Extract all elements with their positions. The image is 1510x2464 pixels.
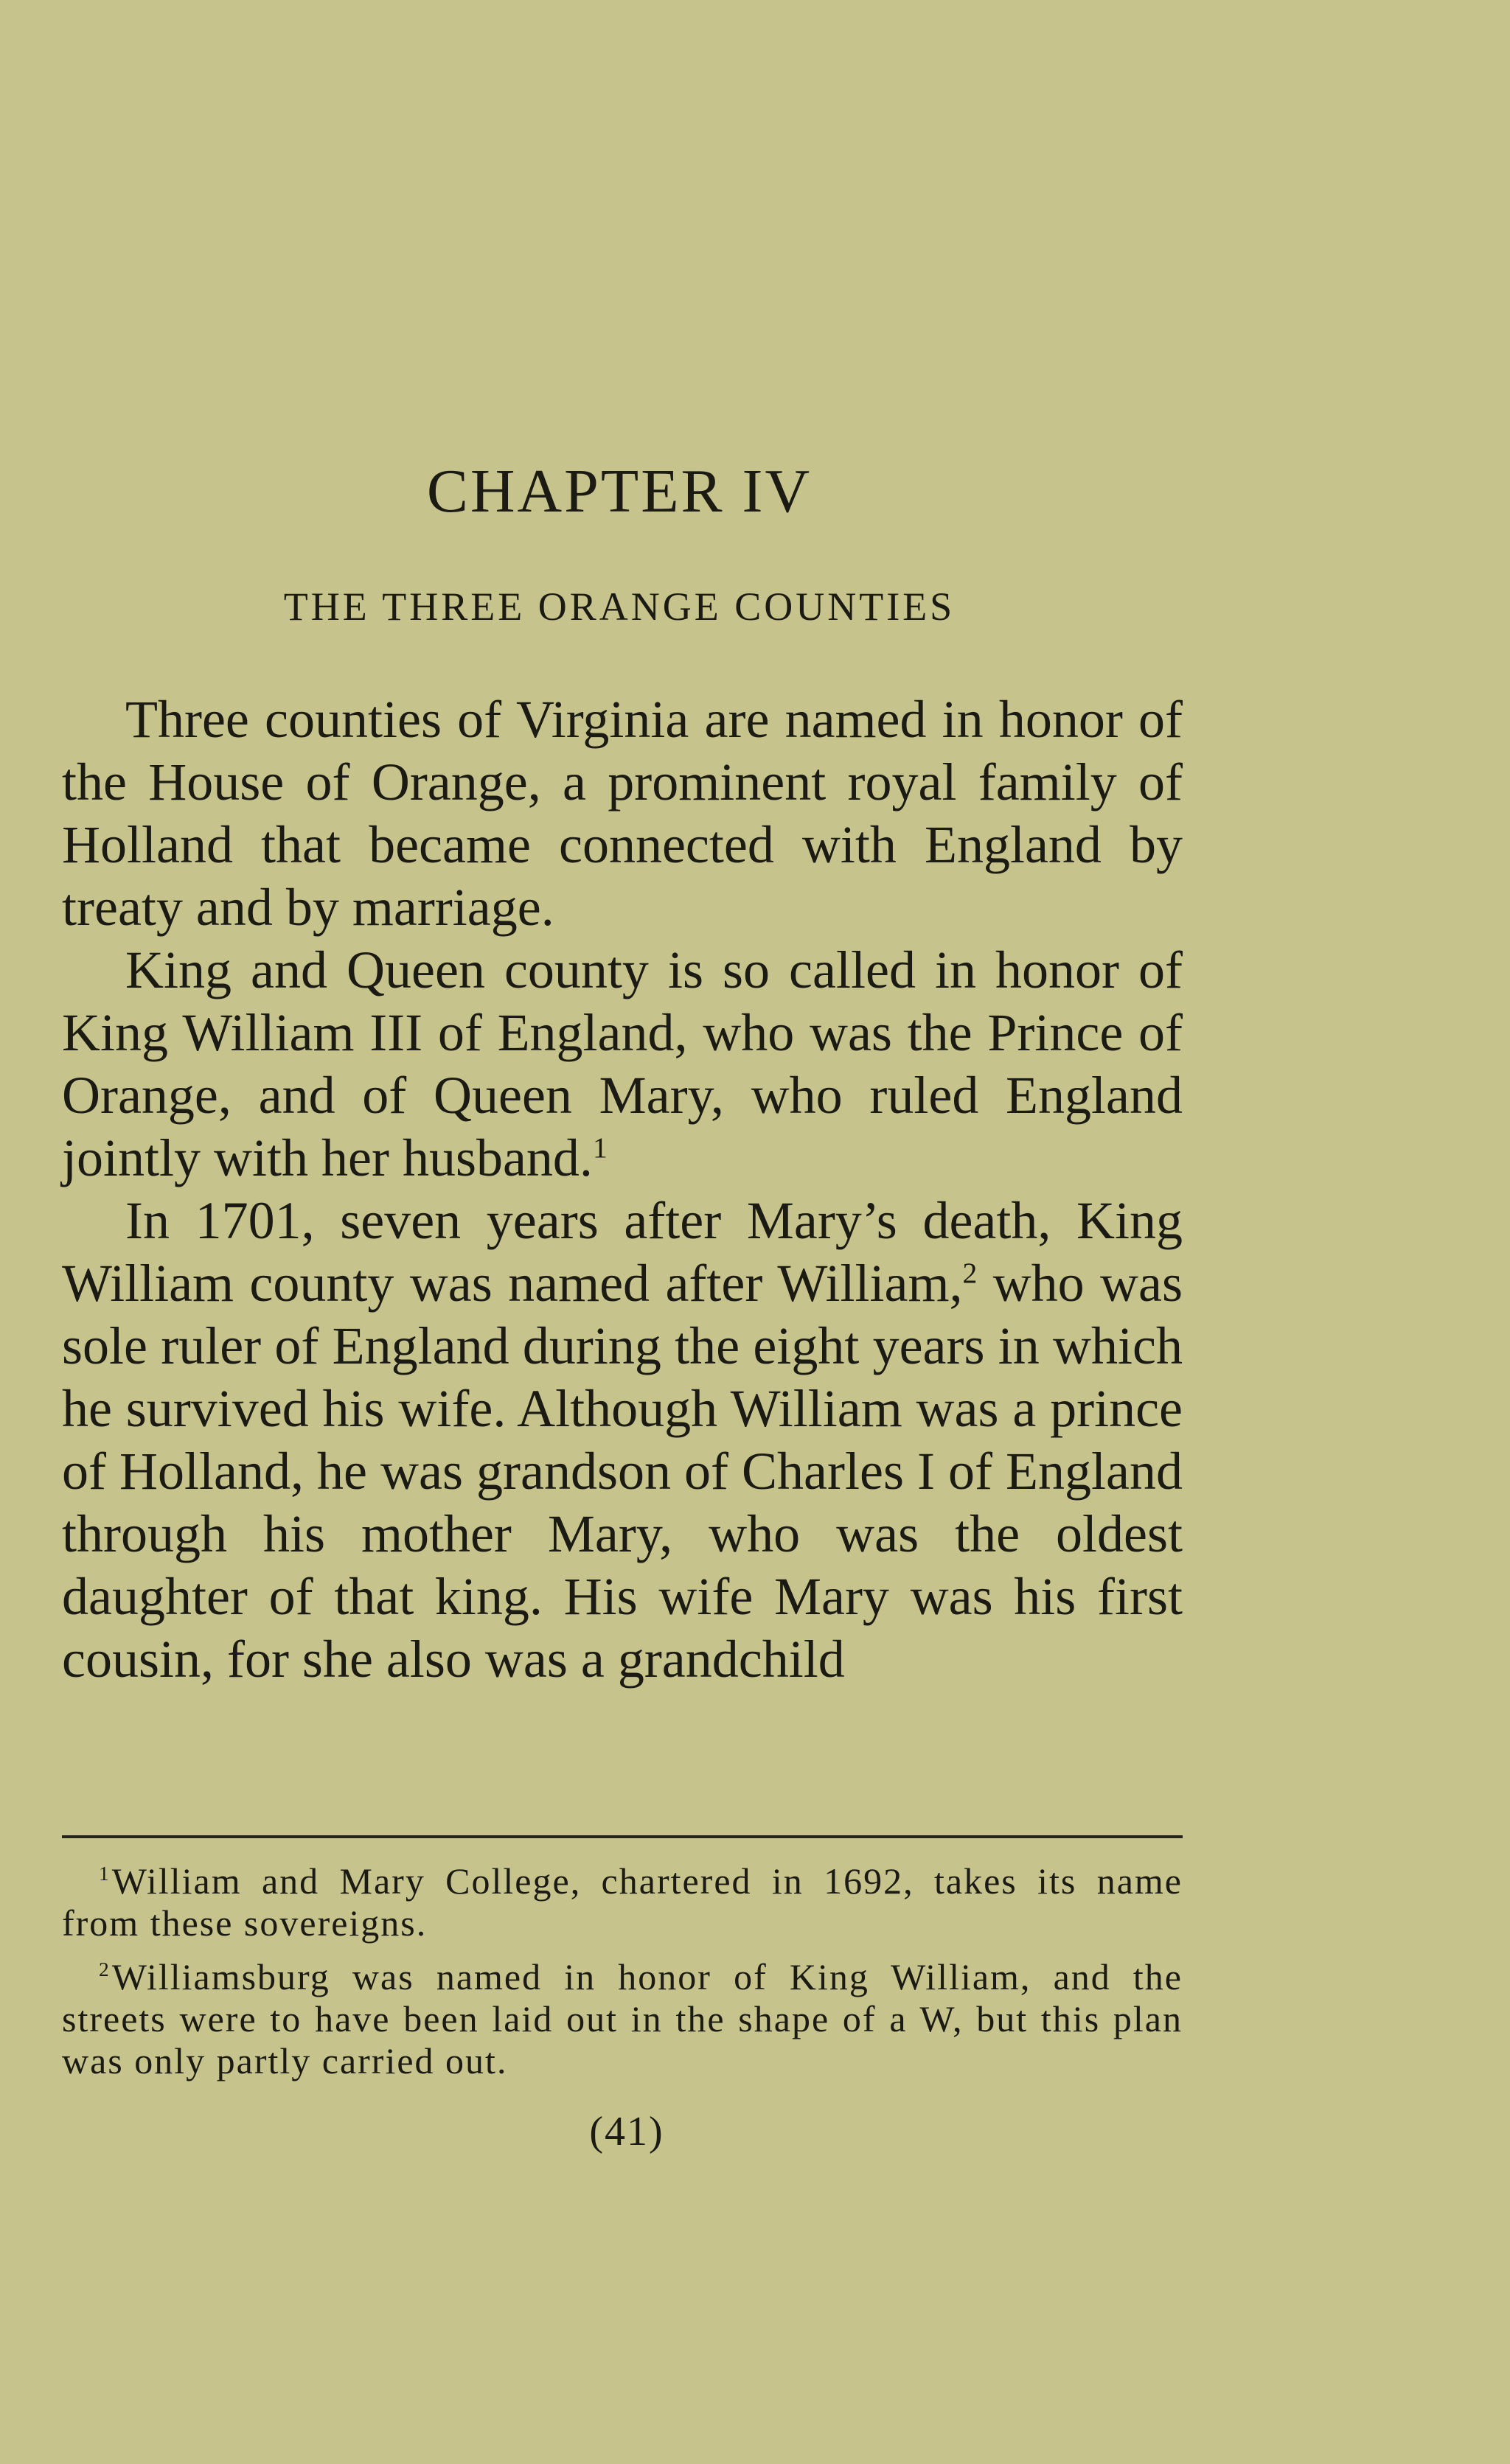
paragraph-1-text: Three counties of Virginia are named in honor of the House of Orange, a prominent royal family of Holland that became connected with England by treaty and by marriage. [62,690,1183,937]
footnote-ref-2: 2 [962,1257,978,1289]
paragraph-2-text: King and Queen county is so called in honor of King William III of England, who was the Prince of Orange, and of Queen Mary, who ruled England jointly with her husband. [62,940,1183,1187]
page-number: (41) [589,2109,664,2154]
paragraph-1 [62,688,1183,939]
footnote-1-mark: 1 [99,1862,111,1885]
chapter-title: CHAPTER IV [426,457,813,526]
paragraph-2 [62,939,1183,1190]
footnotes [62,1860,1183,2094]
footnote-2-mark: 2 [99,1958,111,1981]
footnote-1 [62,1860,1183,1944]
footnote-ref-1: 1 [592,1131,608,1164]
paragraph-3 [62,1190,1183,1691]
footnote-1-text: William and Mary College, chartered in 1692, takes its name from these sovereigns. [62,1860,1183,1944]
footnote-2 [62,1956,1183,2082]
paragraph-3-text-b: who was sole ruler of England during the eight years in which he survived his wife. Although William was a prince of Holland, he was grandson of Charles I of England through his mother Mary, who was the oldest daughter of that king. His wife Mary was his first cousin, for she also was a grandchild [62,1254,1183,1689]
footnote-2-text: Williamsburg was named in honor of King William, and the streets were to have been laid out in the shape of a W, but this plan was only partly carried out. [62,1956,1183,2081]
paragraph-3-text-a: In 1701, seven years after Mary’s death, King William county was named after William, [62,1191,1183,1313]
body-text [62,688,1183,1691]
footnote-divider [62,1835,1183,1838]
chapter-subtitle: THE THREE ORANGE COUNTIES [283,584,956,629]
